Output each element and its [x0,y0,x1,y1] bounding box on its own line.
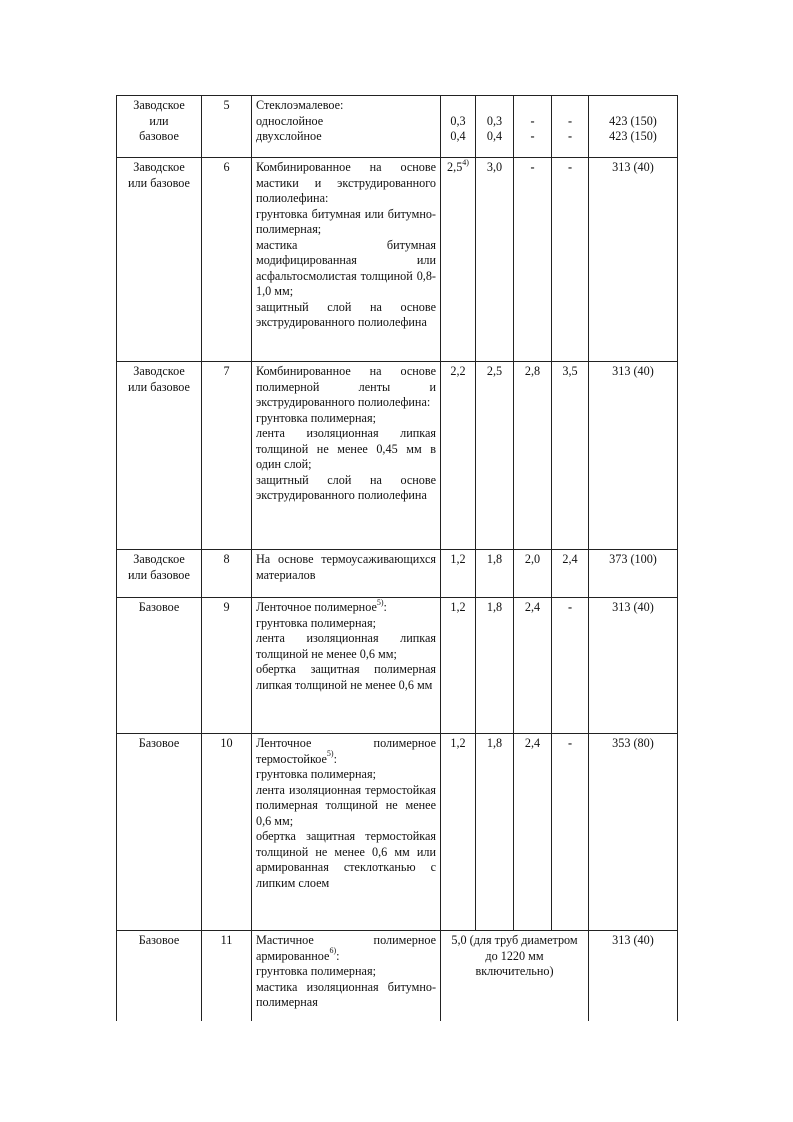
coating-description: Стеклоэмалевое: однослойное двухслойное [252,96,441,158]
placement-cell: Базовое [117,598,202,734]
thickness-value: - - [552,96,589,158]
table-row [117,96,678,158]
temperature-value: 313 (40) [589,158,678,362]
thickness-value: 2,4 [514,734,552,931]
table-row [117,734,678,931]
thickness-value: - [514,158,552,362]
coating-description: Ленточное полимерное$^{5)}$: грунтовка полимерная; лента изоляционная липкая толщиной не менее 0,6 мм; обертка защитная полимерная липкая толщиной не менее 0,6 мм [252,598,441,734]
thickness-value: 2,5$^{4)}$ [441,158,476,362]
placement-cell: Заводское или базовое [117,362,202,550]
thickness-value: 2,4 [552,550,589,598]
table-row [117,550,678,598]
thickness-value: 2,2 [441,362,476,550]
row-number: 10 [202,734,252,931]
temperature-value: 423 (150) 423 (150) [589,96,678,158]
placement-cell: Заводское или базовое [117,158,202,362]
footnote-mark: 5) [376,597,384,607]
thickness-value: 3,5 [552,362,589,550]
temperature-value: 313 (40) [589,362,678,550]
coating-description: Ленточное полимерное термостойкое$^{5)}$: грунтовка полимерная; лента изоляционная термостойкая полимерная толщиной не менее 0,6 мм; обертка защитная термостойкая толщиной не менее 0,6 мм или армированная стеклотканью с липким слоем [252,734,441,931]
thickness-value: 1,2 [441,734,476,931]
table-row [117,362,678,550]
thickness-value: 1,2 [441,550,476,598]
row-number: 11 [202,931,252,1021]
thickness-value: - [552,598,589,734]
thickness-value: 3,0 [476,158,514,362]
footnote-mark: 4) [462,157,469,167]
row-number: 5 [202,96,252,158]
thickness-value: 0,3 0,4 [441,96,476,158]
temperature-value: 373 (100) [589,550,678,598]
table-row [117,598,678,734]
placement-cell: Базовое [117,734,202,931]
row-number: 9 [202,598,252,734]
thickness-value: 0,3 0,4 [476,96,514,158]
temperature-value: 313 (40) [589,931,678,1021]
placement-cell: Базовое [117,931,202,1021]
row-number: 6 [202,158,252,362]
coating-description: Комбинированное на основе мастики и экструдированного полиолефина: грунтовка битумная или битумно-полимерная; мастика битумная модифицированная или асфальтосмолистая толщиной 0,8-1,0 мм; защитный слой на основе экструдированного полиолефина [252,158,441,362]
thickness-value: 1,8 [476,550,514,598]
thickness-value: 1,8 [476,598,514,734]
table-row [117,931,678,1021]
thickness-value: - [552,734,589,931]
footnote-mark: 5) [326,749,334,759]
coatings-table [116,95,678,1021]
thickness-value: 1,8 [476,734,514,931]
coating-description: Мастичное полимерное армированное$^{6)}$: грунтовка полимерная; мастика изоляционная битумно-полимерная [252,931,441,1021]
thickness-value: - - [514,96,552,158]
temperature-value: 353 (80) [589,734,678,931]
row-number: 8 [202,550,252,598]
thickness-value: 2,0 [514,550,552,598]
placement-cell: Заводское или базовое [117,550,202,598]
table-row [117,158,678,362]
placement-cell: Заводское или базовое [117,96,202,158]
coating-description: Комбинированное на основе полимерной ленты и экструдированного полиолефина: грунтовка полимерная; лента изоляционная липкая толщиной не менее 0,45 мм в один слой; защитный слой на основе экструдированного полиолефина [252,362,441,550]
coating-description: На основе термоусаживающихся материалов [252,550,441,598]
row-number: 7 [202,362,252,550]
temperature-value: 313 (40) [589,598,678,734]
thickness-value: 2,8 [514,362,552,550]
merged-thickness-value: 5,0 (для труб диаметром до 1220 мм включительно) [441,931,589,1021]
thickness-value: 2,5 [476,362,514,550]
thickness-value: - [552,158,589,362]
footnote-mark: 6) [329,946,337,956]
thickness-value: 2,4 [514,598,552,734]
thickness-value: 1,2 [441,598,476,734]
